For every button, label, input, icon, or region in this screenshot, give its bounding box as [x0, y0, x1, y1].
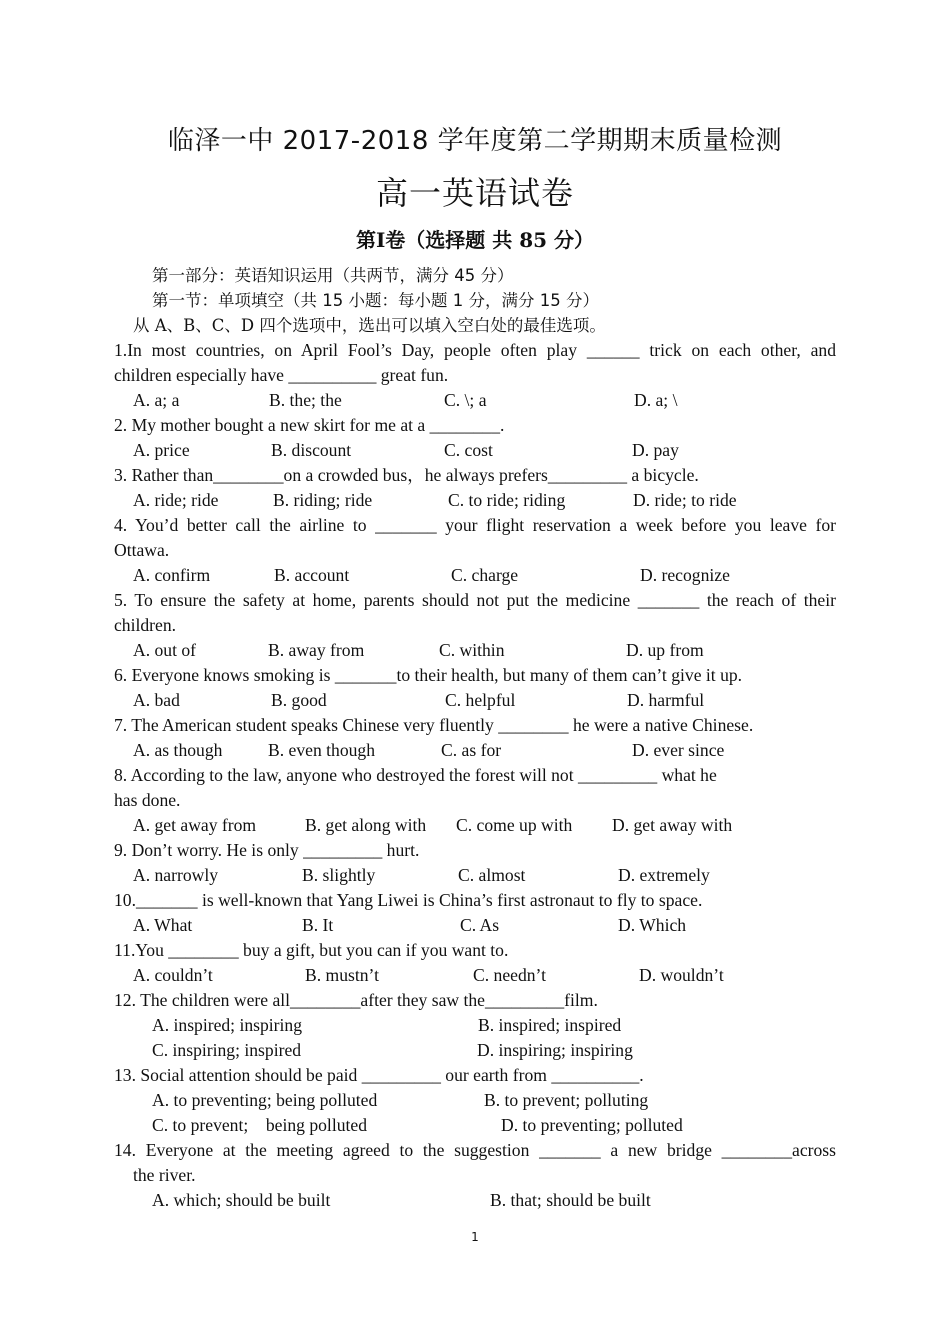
option-b: B. the; the: [269, 390, 342, 410]
question-6-options: [0, 688, 950, 713]
option-c: C. as for: [441, 740, 502, 760]
option-b: B. away from: [268, 640, 365, 660]
question-12-options-row-2: [0, 1038, 950, 1063]
question-7-stem: 7. The American student speaks Chinese very fluently ________ he were a native Chinese.: [114, 715, 754, 735]
option-c: C. cost: [444, 440, 493, 460]
option-b: B. to prevent; polluting: [484, 1090, 649, 1110]
question-9-options: [0, 863, 950, 888]
school-exam-title: 临泽一中 2017-2018 学年度第二学期期末质量检测: [167, 126, 783, 156]
page-number: 1: [471, 1230, 479, 1244]
question-4-stem-line-2: Ottawa.: [114, 540, 170, 560]
option-c: C. helpful: [445, 690, 516, 710]
option-a: A. get away from: [133, 815, 257, 835]
option-b: B. riding; ride: [273, 490, 373, 510]
option-d: D. to preventing; polluted: [501, 1115, 683, 1135]
option-a: A. out of: [133, 640, 197, 660]
question-14-options-row-1: [0, 1188, 950, 1213]
paper-title: 高一英语试卷: [375, 174, 574, 212]
question-3-options: [0, 488, 950, 513]
option-c: C. needn’t: [473, 965, 546, 985]
option-a: A. narrowly: [133, 865, 219, 885]
option-b: B. that; should be built: [490, 1190, 651, 1210]
question-1-options: [0, 388, 950, 413]
option-d: D. inspiring; inspiring: [477, 1040, 633, 1060]
option-b: B. get along with: [305, 815, 427, 835]
question-11-stem: 11.You ________ buy a gift, but you can if you want to.: [114, 940, 509, 960]
option-c: C. almost: [458, 865, 526, 885]
question-14-stem-line-1: 14. Everyone at the meeting agreed to the suggestion _______ a new bridge ________across: [114, 1140, 836, 1160]
question-4-stem-line-1: 4. You’d better call the airline to _______ your flight reservation a week before you leave for: [114, 515, 836, 535]
option-c: C. to prevent; being polluted: [152, 1115, 367, 1135]
section-heading: 第一节：单项填空（共 15 小题：每小题 1 分，满分 15 分）: [152, 291, 599, 310]
option-b: B. discount: [271, 440, 352, 460]
question-13-options-row-2: [0, 1113, 950, 1138]
option-b: B. inspired; inspired: [478, 1015, 622, 1035]
option-d: D. wouldn’t: [639, 965, 724, 985]
option-a: A. bad: [133, 690, 180, 710]
option-d: D. pay: [632, 440, 679, 460]
option-a: A. ride; ride: [133, 490, 219, 510]
option-a: A. couldn’t: [133, 965, 213, 985]
option-b: B. slightly: [302, 865, 376, 885]
question-1-stem-line-2: children especially have __________ great fun.: [114, 365, 449, 385]
option-d: D. up from: [626, 640, 704, 660]
question-6-stem: 6. Everyone knows smoking is _______to their health, but many of them can’t give it up.: [114, 665, 743, 685]
option-b: B. good: [271, 690, 327, 710]
question-9-stem: 9. Don’t worry. He is only _________ hurt.: [114, 840, 420, 860]
option-d: D. recognize: [640, 565, 730, 585]
question-4-options: [0, 563, 950, 588]
question-8-stem-line-2: has done.: [114, 790, 181, 810]
question-14-stem-line-2: the river.: [133, 1165, 196, 1185]
question-5-options: [0, 638, 950, 663]
option-c: C. within: [439, 640, 505, 660]
option-a: A. which; should be built: [152, 1190, 331, 1210]
question-13-stem: 13. Social attention should be paid _________ our earth from __________.: [114, 1065, 644, 1085]
option-a: A. a; a: [133, 390, 180, 410]
option-a: A. confirm: [133, 565, 211, 585]
option-d: D. extremely: [618, 865, 710, 885]
option-a: A. to preventing; being polluted: [152, 1090, 378, 1110]
option-b: B. account: [274, 565, 350, 585]
question-3-stem: 3. Rather than________on a crowded bus，he always prefers_________ a bicycle.: [114, 465, 699, 485]
option-b: B. mustn’t: [305, 965, 379, 985]
option-a: A. price: [133, 440, 190, 460]
volume-title: 第Ⅰ卷（选择题 共 85 分）: [355, 228, 595, 252]
option-d: D. a; \: [634, 390, 678, 410]
option-c: C. to ride; riding: [448, 490, 566, 510]
option-c: C. \; a: [444, 390, 487, 410]
option-c: C. inspiring; inspired: [152, 1040, 302, 1060]
question-1-stem-line-1: 1.In most countries, on April Fool’s Day, people often play ______ trick on each other, and: [114, 340, 836, 360]
option-a: A. What: [133, 915, 193, 935]
question-8-options: [0, 813, 950, 838]
question-2-options: [0, 438, 950, 463]
option-c: C. charge: [451, 565, 519, 585]
option-a: A. as though: [133, 740, 223, 760]
question-12-stem: 12. The children were all________after they saw the_________film.: [114, 990, 598, 1010]
option-b: B. It: [302, 915, 334, 935]
option-a: A. inspired; inspiring: [152, 1015, 303, 1035]
option-d: D. get away with: [612, 815, 733, 835]
question-10-options: [0, 913, 950, 938]
question-2-stem: 2. My mother bought a new skirt for me at a ________.: [114, 415, 505, 435]
question-10-stem: 10._______ is well-known that Yang Liwei is China’s first astronaut to fly to space.: [114, 890, 703, 910]
option-b: B. even though: [268, 740, 376, 760]
option-c: C. come up with: [456, 815, 573, 835]
option-d: D. ever since: [632, 740, 725, 760]
instruction-text: 从 A、B、C、D 四个选项中，选出可以填入空白处的最佳选项。: [133, 316, 606, 335]
option-d: D. Which: [618, 915, 687, 935]
question-5-stem-line-1: 5. To ensure the safety at home, parents should not put the medicine _______ the reach of their: [114, 590, 836, 610]
option-d: D. ride; to ride: [633, 490, 737, 510]
option-c: C. As: [460, 915, 500, 935]
part-heading: 第一部分：英语知识运用（共两节，满分 45 分）: [152, 266, 514, 285]
question-11-options: [0, 963, 950, 988]
question-5-stem-line-2: children.: [114, 615, 177, 635]
option-d: D. harmful: [627, 690, 705, 710]
question-12-options-row-1: [0, 1013, 950, 1038]
question-7-options: [0, 738, 950, 763]
question-8-stem-line-1: 8. According to the law, anyone who destroyed the forest will not _________ what he: [114, 765, 717, 785]
question-13-options-row-1: [0, 1088, 950, 1113]
